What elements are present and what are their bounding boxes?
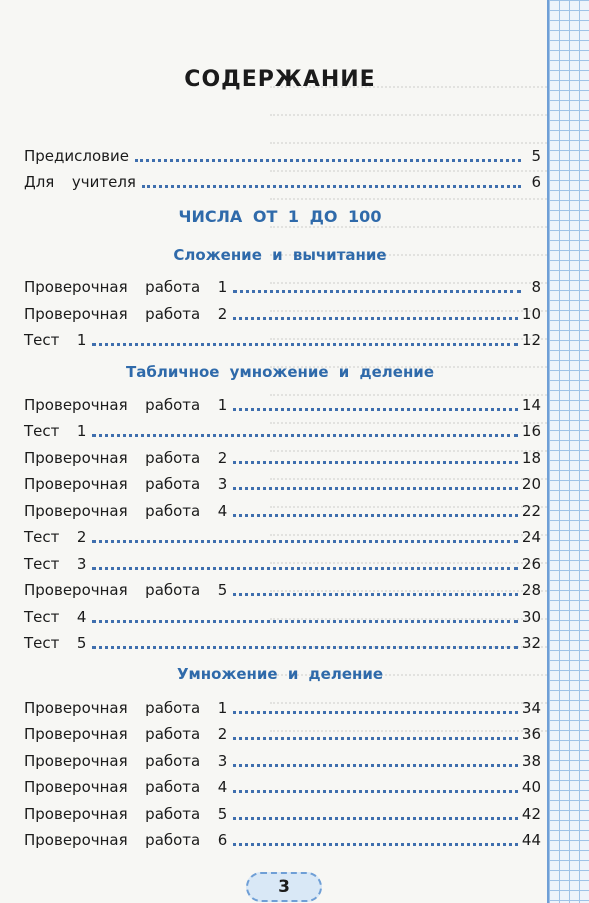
toc-entry[interactable] (24, 602, 541, 626)
dot-leader (92, 567, 517, 570)
dot-leader (92, 540, 517, 543)
toc-entry[interactable] (24, 141, 541, 165)
entry-label: Тест 1 (24, 422, 87, 440)
toc-entry[interactable] (24, 325, 541, 349)
dot-leader (92, 646, 517, 649)
dot-leader (92, 434, 517, 437)
entry-label: Проверочная работа 2 (24, 305, 228, 323)
dot-leader (233, 593, 518, 596)
page-title: СОДЕРЖАНИЕ (184, 67, 376, 92)
dot-leader (233, 290, 521, 293)
section-heading: Сложение и вычитание (173, 246, 387, 264)
entry-label: Тест 4 (24, 608, 87, 626)
dot-leader (135, 159, 521, 162)
dot-leader (233, 790, 518, 793)
dot-leader (233, 514, 518, 517)
section-heading: Табличное умножение и деление (126, 363, 434, 381)
dot-leader (233, 817, 518, 820)
entry-label: Проверочная работа 6 (24, 831, 228, 849)
section-heading: Умножение и деление (176, 665, 384, 683)
entry-label: Проверочная работа 5 (24, 581, 228, 599)
dot-leader (233, 711, 518, 714)
entry-label: Тест 2 (24, 528, 87, 546)
entry-label: Для учителя (24, 173, 136, 191)
entry-page: 12 (521, 331, 541, 349)
toc-entry[interactable] (24, 746, 541, 770)
toc-entry[interactable] (24, 522, 541, 546)
dot-leader (92, 620, 517, 623)
toc-entry[interactable] (24, 167, 541, 191)
entry-page: 24 (521, 528, 541, 546)
entry-page: 32 (521, 634, 541, 652)
entry-label: Тест 1 (24, 331, 87, 349)
entry-page: 42 (521, 805, 541, 823)
entry-label: Предисловие (24, 147, 129, 165)
entry-page: 44 (521, 831, 541, 849)
toc-entry[interactable] (24, 628, 541, 652)
entry-page: 30 (521, 608, 541, 626)
entry-label: Проверочная работа 5 (24, 805, 228, 823)
entry-label: Проверочная работа 2 (24, 449, 228, 467)
entry-page: 5 (531, 147, 541, 165)
entry-page: 10 (521, 305, 541, 323)
entry-page: 34 (521, 699, 541, 717)
dot-leader (233, 461, 518, 464)
entry-page: 8 (531, 278, 541, 296)
toc-entry[interactable] (24, 469, 541, 493)
toc-entry[interactable] (24, 416, 541, 440)
toc-entry[interactable] (24, 693, 541, 717)
entry-page: 26 (521, 555, 541, 573)
dot-leader (233, 843, 518, 846)
toc-entry[interactable] (24, 575, 541, 599)
entry-label: Проверочная работа 1 (24, 396, 228, 414)
entry-page: 6 (531, 173, 541, 191)
entry-label: Проверочная работа 1 (24, 278, 228, 296)
dot-leader (92, 343, 517, 346)
toc-entry[interactable] (24, 549, 541, 573)
entry-label: Проверочная работа 4 (24, 502, 228, 520)
toc-entry[interactable] (24, 772, 541, 796)
toc-entry[interactable] (24, 443, 541, 467)
entry-page: 28 (521, 581, 541, 599)
page-number: 3 (246, 872, 322, 902)
entry-label: Тест 5 (24, 634, 87, 652)
entry-label: Проверочная работа 1 (24, 699, 228, 717)
toc-entry[interactable] (24, 390, 541, 414)
toc-entry[interactable] (24, 799, 541, 823)
entry-page: 38 (521, 752, 541, 770)
dot-leader (233, 764, 518, 767)
entry-label: Проверочная работа 2 (24, 725, 228, 743)
grid-margin (547, 0, 589, 903)
toc-entry[interactable] (24, 719, 541, 743)
dot-leader (233, 317, 518, 320)
entry-label: Проверочная работа 3 (24, 475, 228, 493)
entry-label: Проверочная работа 3 (24, 752, 228, 770)
entry-page: 22 (521, 502, 541, 520)
entry-page: 40 (521, 778, 541, 796)
toc-entry[interactable] (24, 299, 541, 323)
entry-page: 16 (521, 422, 541, 440)
entry-label: Проверочная работа 4 (24, 778, 228, 796)
dot-leader (233, 408, 518, 411)
toc-entry[interactable] (24, 496, 541, 520)
entry-label: Тест 3 (24, 555, 87, 573)
dot-leader (142, 185, 521, 188)
chapter-heading: ЧИСЛА ОТ 1 ДО 100 (178, 207, 382, 226)
entry-page: 18 (521, 449, 541, 467)
dot-leader (233, 737, 518, 740)
toc-entry[interactable] (24, 825, 541, 849)
entry-page: 14 (521, 396, 541, 414)
dot-leader (233, 487, 518, 490)
toc-entry[interactable] (24, 272, 541, 296)
entry-page: 20 (521, 475, 541, 493)
entry-page: 36 (521, 725, 541, 743)
